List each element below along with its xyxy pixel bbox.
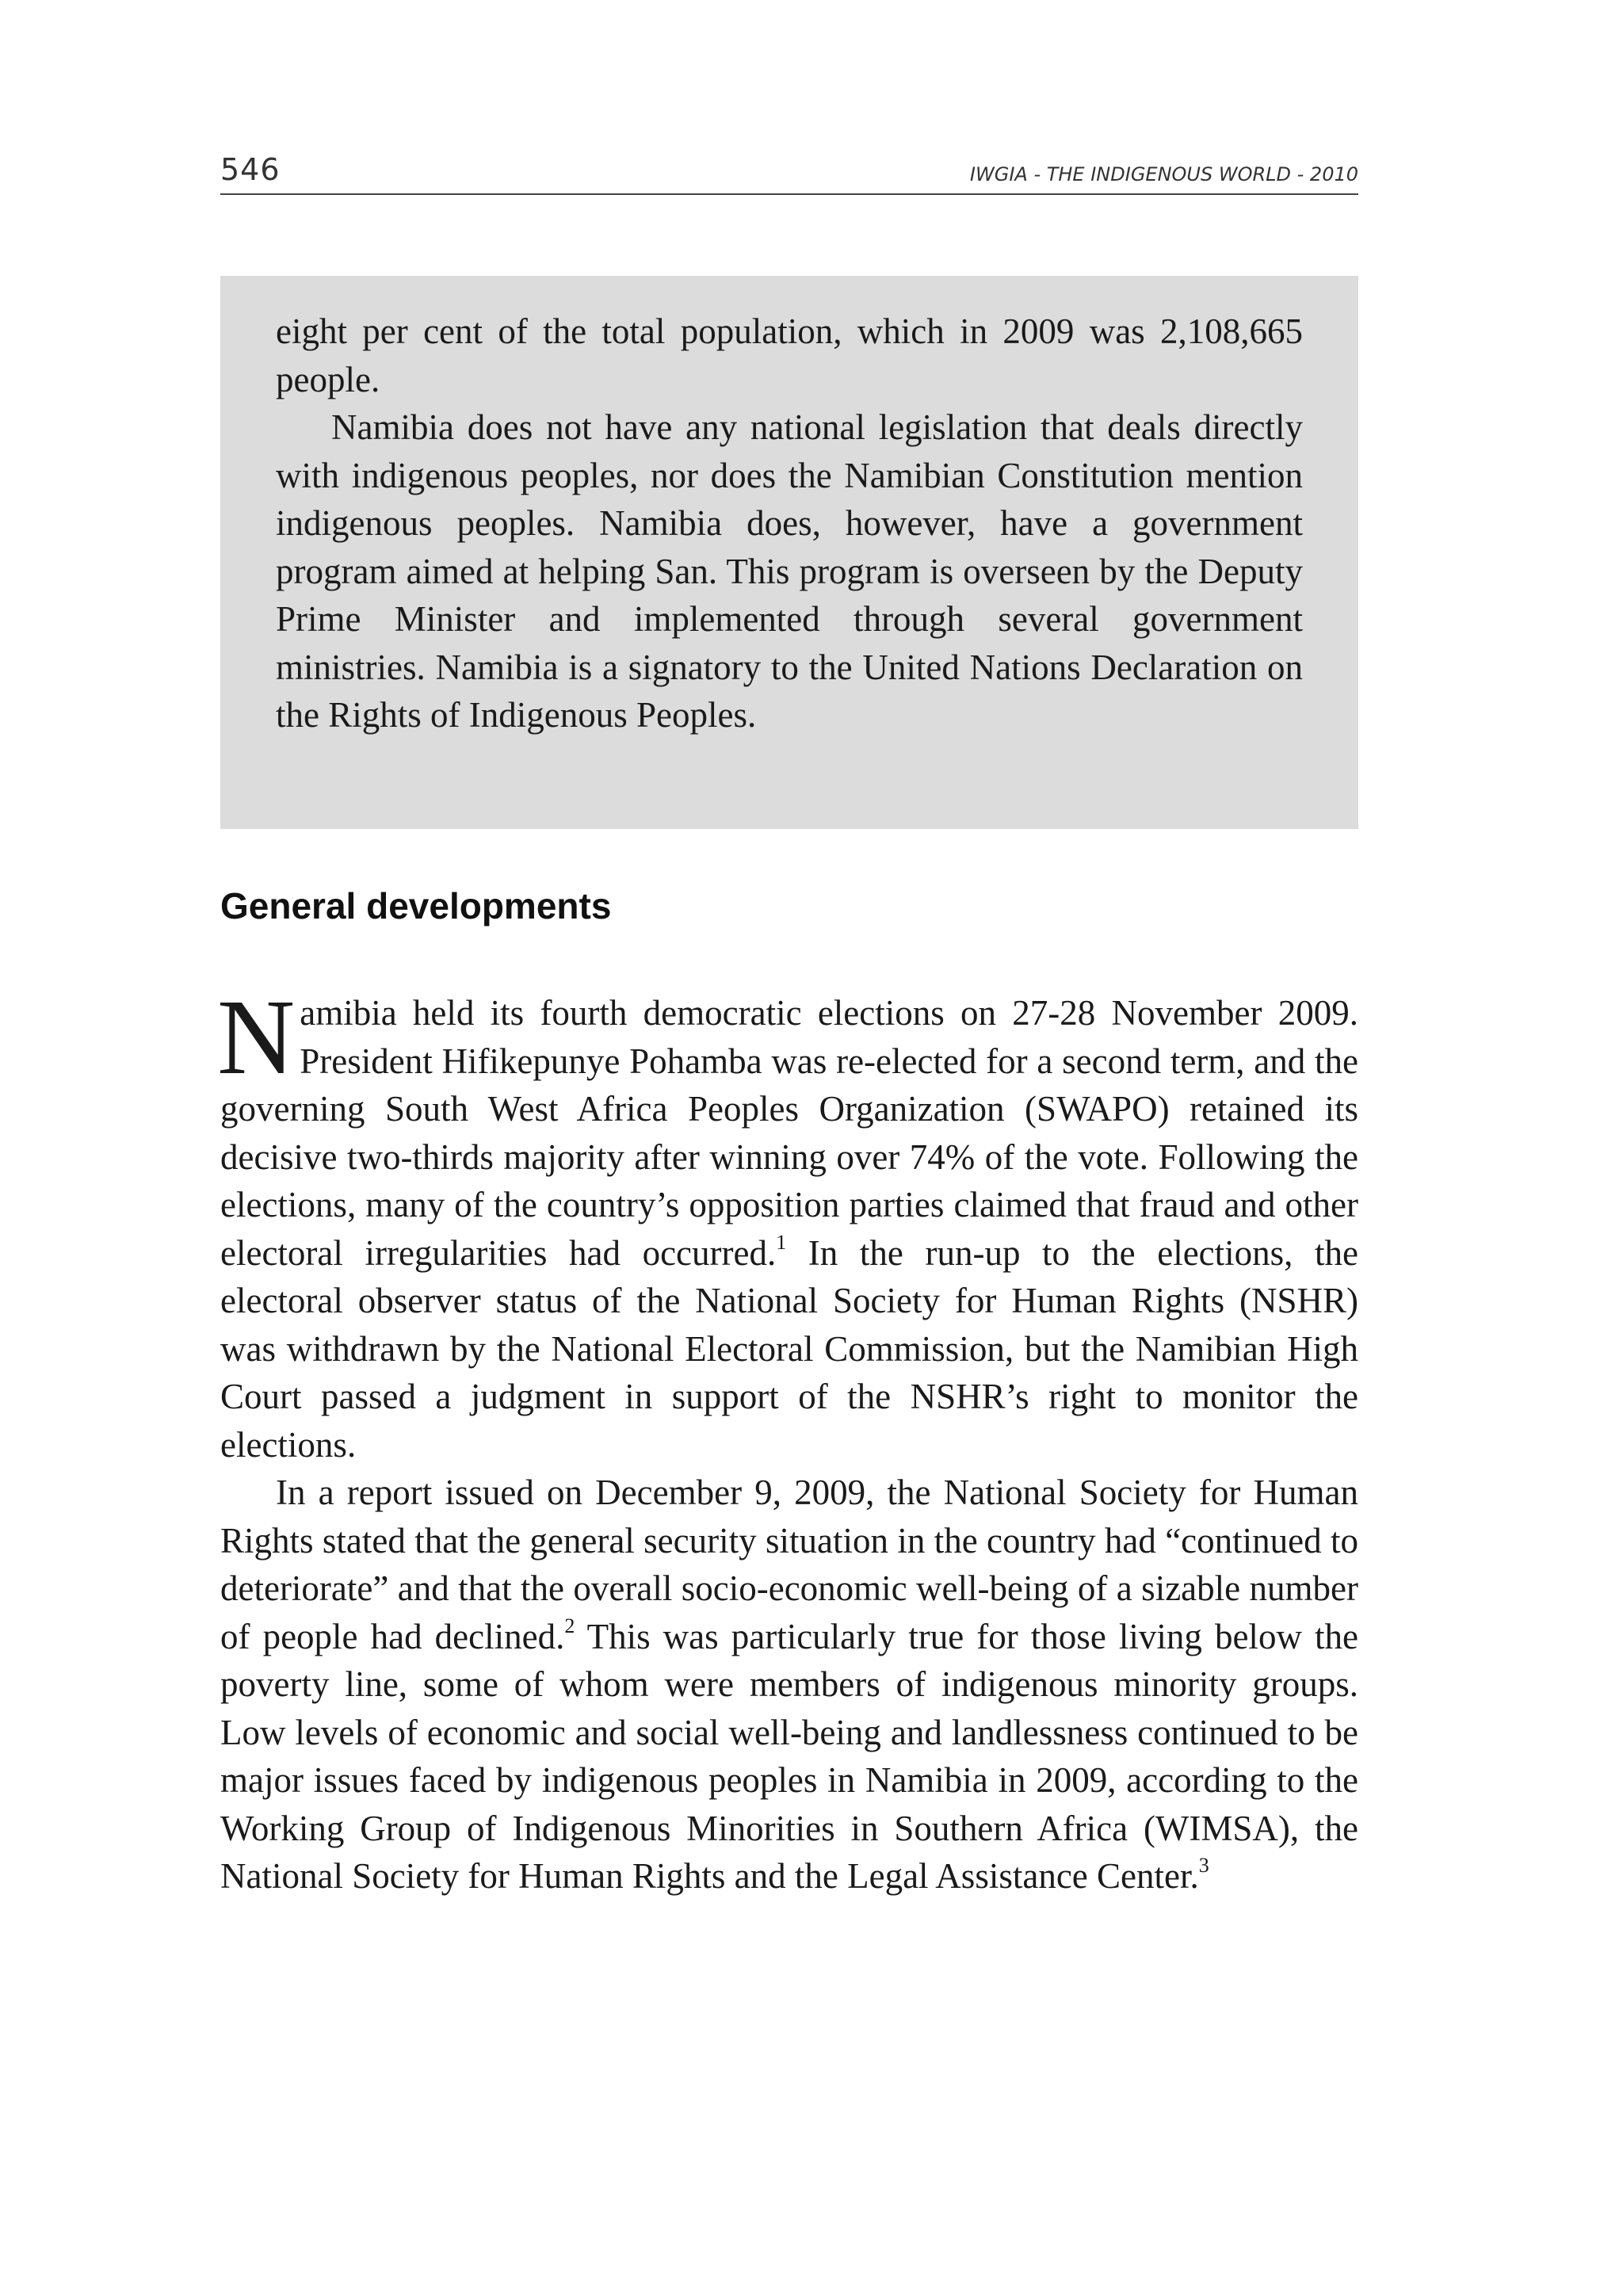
section-heading: General developments — [220, 885, 612, 926]
summary-box — [220, 276, 1358, 829]
body-paragraph-2-text-b: This was particularly true for those living below the poverty line, some of whom were members of indigenous minority groups. Low levels of economic and social well-being and landlessness continued to be major issues faced by indigenous peoples in Namibia in 2009, according to the Working Group of Indigenous Minorities in Southern Africa (WIMSA), the National Society for Human Rights and the Legal Assistance Center. — [220, 1616, 1358, 1896]
footnote-ref-1: 1 — [776, 1230, 787, 1254]
body-paragraph-1 — [217, 978, 1358, 1469]
body-paragraph-2-text-a: In a report issued on December 9, 2009, the National Society for Human Rights stated that the general security situation in the country had “continued to deteriorate” and that the overall socio-economic well-being of a sizable number of people had declined. — [220, 1473, 1358, 1656]
box-paragraph-1: eight per cent of the total population, which in 2009 was 2,108,665 people. — [276, 311, 1303, 399]
footnote-ref-3: 3 — [1198, 1854, 1209, 1877]
running-head: IWGIA - THE INDIGENOUS WORLD - 2010 — [969, 163, 1358, 185]
footnote-ref-2: 2 — [564, 1614, 575, 1637]
drop-cap: N — [217, 978, 296, 1097]
body-paragraph-1-text-b: In the run-up to the elections, the electoral observer status of the National Society for Human Rights (NSHR) was withdrawn by the National Electoral Commission, but the Namibian High Court passed a judgment in support of the NSHR’s right to monitor the elections. — [220, 1232, 1358, 1465]
body-paragraph-1-text-a: amibia held its fourth democratic elections on 27-28 November 2009. President Hifikepunye Pohamba was re-elected for a second term, and the governing South West Africa Peoples Organization (SWAPO) retained its decisive two-thirds majority after winning over 74% of the vote. Following the elections, many of the country’s opposition parties claimed that fraud and other electoral irregularities had occurred. — [220, 993, 1358, 1273]
main-body — [217, 978, 1358, 1901]
box-paragraph-2: Namibia does not have any national legislation that deals directly with indigenous peoples, nor does the Namibian Constitution mention indigenous peoples. Namibia does, however, have a government program aimed at helping San. This program is overseen by the Deputy Prime Minister and implemented through several government ministries. Namibia is a signatory to the United Nations Declaration on the Rights of Indigenous Peoples. — [276, 407, 1303, 735]
body-paragraph-2 — [220, 1469, 1358, 1901]
page-header — [220, 152, 1358, 195]
page-number: 546 — [220, 152, 281, 187]
